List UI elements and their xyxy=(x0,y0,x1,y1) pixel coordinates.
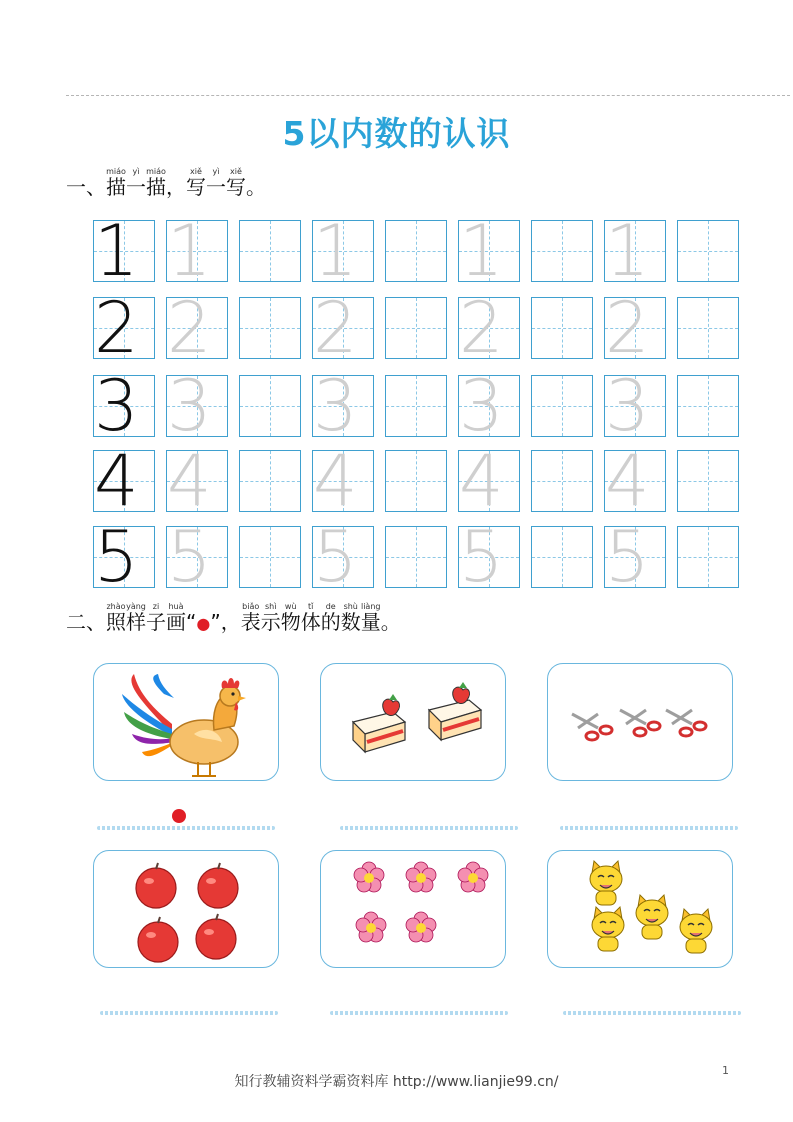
answer-line-6[interactable] xyxy=(563,1011,741,1015)
heading-char: 的de xyxy=(320,602,341,634)
writing-cell[interactable] xyxy=(604,516,666,598)
trace-digit: 2 xyxy=(167,287,212,369)
heading-punct: “ xyxy=(186,610,197,634)
heading-char: 照zhào xyxy=(106,602,126,634)
trace-digit: 4 xyxy=(605,440,650,522)
heading-char: 体tǐ xyxy=(300,602,321,634)
pinyin: biǎo xyxy=(240,602,261,611)
model-digit: 5 xyxy=(94,516,139,598)
pinyin: shì xyxy=(260,602,281,611)
section-1-heading xyxy=(66,167,266,200)
picture-box-rooster xyxy=(93,663,279,781)
writing-cell[interactable] xyxy=(239,220,301,282)
writing-cell[interactable] xyxy=(458,287,520,369)
red-dot-symbol: ● xyxy=(196,614,211,633)
trace-digit: 5 xyxy=(167,516,212,598)
picture-box-apples xyxy=(93,850,279,968)
writing-cell[interactable] xyxy=(677,526,739,588)
model-digit: 1 xyxy=(94,210,139,292)
heading-char: 一yì xyxy=(206,167,226,199)
pinyin: huà xyxy=(166,602,186,611)
writing-cell[interactable] xyxy=(166,210,228,292)
writing-cell[interactable] xyxy=(239,526,301,588)
top-dashed-rule xyxy=(66,95,790,96)
answer-line-2[interactable] xyxy=(340,826,518,830)
trace-digit: 3 xyxy=(459,365,504,447)
writing-cell[interactable] xyxy=(93,516,155,598)
scissors-icon xyxy=(548,664,734,782)
writing-cell[interactable] xyxy=(385,375,447,437)
page-number: 1 xyxy=(722,1064,729,1077)
trace-digit: 1 xyxy=(313,210,358,292)
writing-cell[interactable] xyxy=(677,297,739,359)
heading-char: 画huà xyxy=(166,602,186,634)
trace-digit: 2 xyxy=(313,287,358,369)
model-digit: 3 xyxy=(94,365,139,447)
writing-cell[interactable] xyxy=(385,297,447,359)
picture-box-flowers xyxy=(320,850,506,968)
trace-digit: 4 xyxy=(313,440,358,522)
pinyin: liàng xyxy=(360,602,381,611)
writing-cell[interactable] xyxy=(458,210,520,292)
writing-cell[interactable] xyxy=(531,450,593,512)
section-number: 二、 xyxy=(66,610,106,634)
trace-digit: 3 xyxy=(313,365,358,447)
writing-cell[interactable] xyxy=(93,287,155,369)
pinyin: de xyxy=(320,602,341,611)
trace-digit: 1 xyxy=(167,210,212,292)
pinyin: shù xyxy=(340,602,361,611)
trace-digit: 1 xyxy=(459,210,504,292)
writing-cell[interactable] xyxy=(239,375,301,437)
apple-icon xyxy=(94,851,280,969)
cat-icon xyxy=(548,851,734,969)
pinyin: xiě xyxy=(226,167,246,176)
writing-cell[interactable] xyxy=(93,440,155,522)
pinyin: yàng xyxy=(126,602,146,611)
writing-cell[interactable] xyxy=(312,287,374,369)
heading-punct: 。 xyxy=(246,175,266,199)
picture-box-cats xyxy=(547,850,733,968)
writing-cell[interactable] xyxy=(166,440,228,522)
writing-cell[interactable] xyxy=(531,297,593,359)
writing-cell[interactable] xyxy=(604,210,666,292)
writing-cell[interactable] xyxy=(458,440,520,522)
cake-icon xyxy=(321,664,507,782)
section-2-heading xyxy=(66,602,401,635)
pinyin: zhào xyxy=(106,602,126,611)
heading-char: 子zi xyxy=(146,602,166,634)
writing-cell[interactable] xyxy=(677,220,739,282)
trace-digit: 2 xyxy=(605,287,650,369)
heading-punct: ”， xyxy=(210,610,241,634)
flower-icon xyxy=(321,851,507,969)
trace-digit: 3 xyxy=(167,365,212,447)
pinyin: xiě xyxy=(186,167,206,176)
heading-char: 一yì xyxy=(126,167,146,199)
picture-box-scissors xyxy=(547,663,733,781)
heading-char: 描miáo xyxy=(146,167,166,199)
answer-line-1[interactable] xyxy=(97,826,275,830)
heading-punct: ， xyxy=(166,175,186,199)
writing-cell[interactable] xyxy=(312,440,374,522)
writing-cell[interactable] xyxy=(93,365,155,447)
pinyin: miáo xyxy=(106,167,126,176)
section-number: 一、 xyxy=(66,175,106,199)
writing-cell[interactable] xyxy=(312,516,374,598)
heading-char: 量liàng xyxy=(360,602,381,634)
footer-text: 知行教辅资料学霸资料库 http://www.lianjie99.cn/ xyxy=(234,1074,559,1090)
writing-cell[interactable] xyxy=(385,450,447,512)
answer-line-3[interactable] xyxy=(560,826,738,830)
writing-cell[interactable] xyxy=(604,287,666,369)
trace-digit: 1 xyxy=(605,210,650,292)
pinyin: miáo xyxy=(146,167,166,176)
trace-digit: 5 xyxy=(313,516,358,598)
answer-line-5[interactable] xyxy=(330,1011,508,1015)
writing-cell[interactable] xyxy=(385,526,447,588)
trace-digit: 5 xyxy=(605,516,650,598)
writing-cell[interactable] xyxy=(458,516,520,598)
heading-char: 写xiě xyxy=(186,167,206,199)
page-title: 5以内数的认识 xyxy=(282,114,511,153)
heading-char: 描miáo xyxy=(106,167,126,199)
writing-cell[interactable] xyxy=(604,365,666,447)
trace-digit: 5 xyxy=(459,516,504,598)
pinyin: yì xyxy=(126,167,146,176)
heading-char: 物wù xyxy=(280,602,301,634)
heading-punct: 。 xyxy=(380,610,401,634)
writing-cell[interactable] xyxy=(677,375,739,437)
trace-digit: 4 xyxy=(459,440,504,522)
writing-cell[interactable] xyxy=(93,210,155,292)
rooster-icon xyxy=(94,664,280,782)
writing-cell[interactable] xyxy=(166,287,228,369)
writing-cell[interactable] xyxy=(166,365,228,447)
heading-char: 写xiě xyxy=(226,167,246,199)
trace-digit: 2 xyxy=(459,287,504,369)
writing-cell[interactable] xyxy=(312,365,374,447)
answer-line-4[interactable] xyxy=(100,1011,278,1015)
writing-cell[interactable] xyxy=(312,210,374,292)
writing-cell[interactable] xyxy=(531,375,593,437)
pinyin: zi xyxy=(146,602,166,611)
writing-cell[interactable] xyxy=(458,365,520,447)
writing-cell[interactable] xyxy=(604,440,666,522)
pinyin: tǐ xyxy=(300,602,321,611)
writing-cell[interactable] xyxy=(531,220,593,282)
pinyin: yì xyxy=(206,167,226,176)
heading-char: 示shì xyxy=(260,602,281,634)
pinyin: wù xyxy=(280,602,301,611)
writing-cell[interactable] xyxy=(239,450,301,512)
trace-digit: 4 xyxy=(167,440,212,522)
picture-box-cakes xyxy=(320,663,506,781)
model-digit: 2 xyxy=(94,287,139,369)
writing-cell[interactable] xyxy=(239,297,301,359)
heading-char: 表biǎo xyxy=(240,602,261,634)
writing-cell[interactable] xyxy=(677,450,739,512)
model-digit: 4 xyxy=(94,440,139,522)
trace-digit: 3 xyxy=(605,365,650,447)
example-answer-dot xyxy=(172,809,186,823)
writing-cell[interactable] xyxy=(385,220,447,282)
heading-char: 样yàng xyxy=(126,602,146,634)
heading-char: 数shù xyxy=(340,602,361,634)
writing-cell[interactable] xyxy=(166,516,228,598)
writing-cell[interactable] xyxy=(531,526,593,588)
